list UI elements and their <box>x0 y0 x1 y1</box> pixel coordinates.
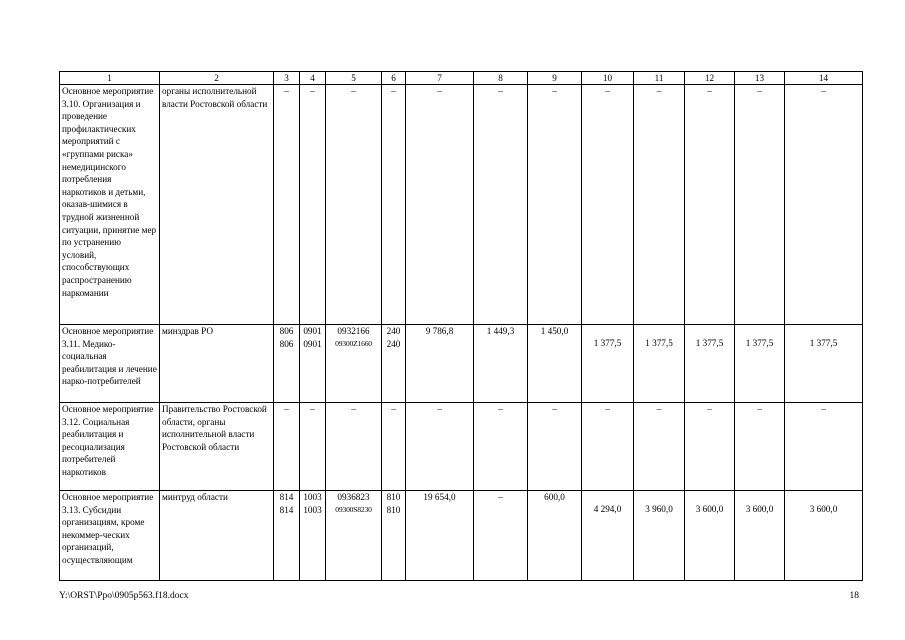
value-cell: 1 450,0 <box>528 325 582 403</box>
dash-cell: – <box>634 85 685 325</box>
value-cell: – <box>474 491 528 581</box>
expense-type-cell <box>382 491 406 581</box>
column-number: 4 <box>300 72 326 85</box>
table-row <box>60 325 863 403</box>
section-code: 0901 <box>303 338 322 349</box>
executor-cell: Правительство Ростовской области, органы исполнительной власти Ростовской области <box>160 403 274 491</box>
dash-cell: – <box>685 403 735 491</box>
value-cell: 1 449,3 <box>474 325 528 403</box>
expense-type: 240 <box>386 326 401 336</box>
column-number: 5 <box>326 72 382 85</box>
table-row <box>60 403 863 491</box>
value-cell: 19 654,0 <box>406 491 474 581</box>
section-code-cell <box>300 325 326 403</box>
column-number: 10 <box>582 72 634 85</box>
column-number: 6 <box>382 72 406 85</box>
ministry-code: 814 <box>279 504 294 515</box>
value-cell: 4 294,0 <box>582 491 634 581</box>
dash-cell: – <box>582 403 634 491</box>
target-code: 0932166 <box>337 326 370 336</box>
dash-cell: – <box>406 85 474 325</box>
dash-cell: – <box>685 85 735 325</box>
expense-type: 810 <box>386 492 401 502</box>
dash-cell: – <box>406 403 474 491</box>
section-code: 0901 <box>303 326 322 336</box>
target-code-cell <box>326 491 382 581</box>
target-code: 0936823 <box>337 492 370 502</box>
dash-cell: – <box>274 403 300 491</box>
page-number: 18 <box>849 591 859 601</box>
measure-cell: Основное мероприятие 3.12. Социальная реабилитация и ресоциализация потребителей наркотиков <box>60 403 160 491</box>
value-cell: 3 600,0 <box>785 491 863 581</box>
executor-cell: минтруд области <box>160 491 274 581</box>
value-cell: 1 377,5 <box>582 325 634 403</box>
column-number: 9 <box>528 72 582 85</box>
ministry-code: 806 <box>279 338 294 349</box>
value-cell: 600,0 <box>528 491 582 581</box>
dash-cell: – <box>785 403 863 491</box>
expense-type-cell <box>382 325 406 403</box>
column-numbers-row <box>60 72 863 85</box>
value-cell: 9 786,8 <box>406 325 474 403</box>
column-number: 14 <box>785 72 863 85</box>
dash-cell: – <box>326 403 382 491</box>
table-row <box>60 85 863 325</box>
ministry-code-cell <box>274 491 300 581</box>
expense-type: 240 <box>386 338 401 349</box>
section-code-cell <box>300 491 326 581</box>
value-cell: 3 600,0 <box>685 491 735 581</box>
dash-cell: – <box>582 85 634 325</box>
ministry-code-cell <box>274 325 300 403</box>
section-code: 1003 <box>303 504 322 515</box>
value-cell: 1 377,5 <box>785 325 863 403</box>
measure-cell: Основное мероприятие 3.10. Организация и проведение профилактических мероприятий с «группами риска» немедицинского потребления наркотиков и детьми, оказав-шимися в трудной жизненной ситуации, принятие мер по устранению условий, способствующих распространению наркомании <box>60 85 160 325</box>
measure-cell: Основное мероприятие 3.11. Медико-социальная реабилитация и лечение нарко-потребителей <box>60 325 160 403</box>
value-cell: 1 377,5 <box>634 325 685 403</box>
column-number: 12 <box>685 72 735 85</box>
value-cell: 3 600,0 <box>735 491 785 581</box>
dash-cell: – <box>474 85 528 325</box>
dash-cell: – <box>634 403 685 491</box>
dash-cell: – <box>528 403 582 491</box>
measure-cell: Основное мероприятие 3.13. Субсидии организациям, кроме некоммер-ческих организаций, осуществляющим <box>60 491 160 581</box>
dash-cell: – <box>274 85 300 325</box>
dash-cell: – <box>528 85 582 325</box>
target-code-cell <box>326 325 382 403</box>
target-code: 09300Z1660 <box>335 338 372 348</box>
ministry-code: 806 <box>279 326 294 336</box>
table-row <box>60 491 863 581</box>
dash-cell: – <box>735 85 785 325</box>
executor-cell: минздрав РО <box>160 325 274 403</box>
column-number: 3 <box>274 72 300 85</box>
column-number: 13 <box>735 72 785 85</box>
column-number: 7 <box>406 72 474 85</box>
column-number: 1 <box>60 72 160 85</box>
section-code: 1003 <box>303 492 322 502</box>
dash-cell: – <box>382 85 406 325</box>
value-cell: 1 377,5 <box>735 325 785 403</box>
column-number: 11 <box>634 72 685 85</box>
footer-file-path: Y:\ORST\Ppo\0905p563.f18.docx <box>59 591 189 601</box>
budget-table <box>59 71 863 581</box>
executor-cell: органы исполнительной власти Ростовской области <box>160 85 274 325</box>
dash-cell: – <box>735 403 785 491</box>
dash-cell: – <box>300 403 326 491</box>
dash-cell: – <box>326 85 382 325</box>
column-number: 8 <box>474 72 528 85</box>
ministry-code: 814 <box>279 492 294 502</box>
target-code: 09300S8230 <box>335 504 372 514</box>
dash-cell: – <box>785 85 863 325</box>
value-cell: 1 377,5 <box>685 325 735 403</box>
column-number: 2 <box>160 72 274 85</box>
dash-cell: – <box>474 403 528 491</box>
value-cell: 3 960,0 <box>634 491 685 581</box>
expense-type: 810 <box>386 504 401 515</box>
dash-cell: – <box>300 85 326 325</box>
dash-cell: – <box>382 403 406 491</box>
